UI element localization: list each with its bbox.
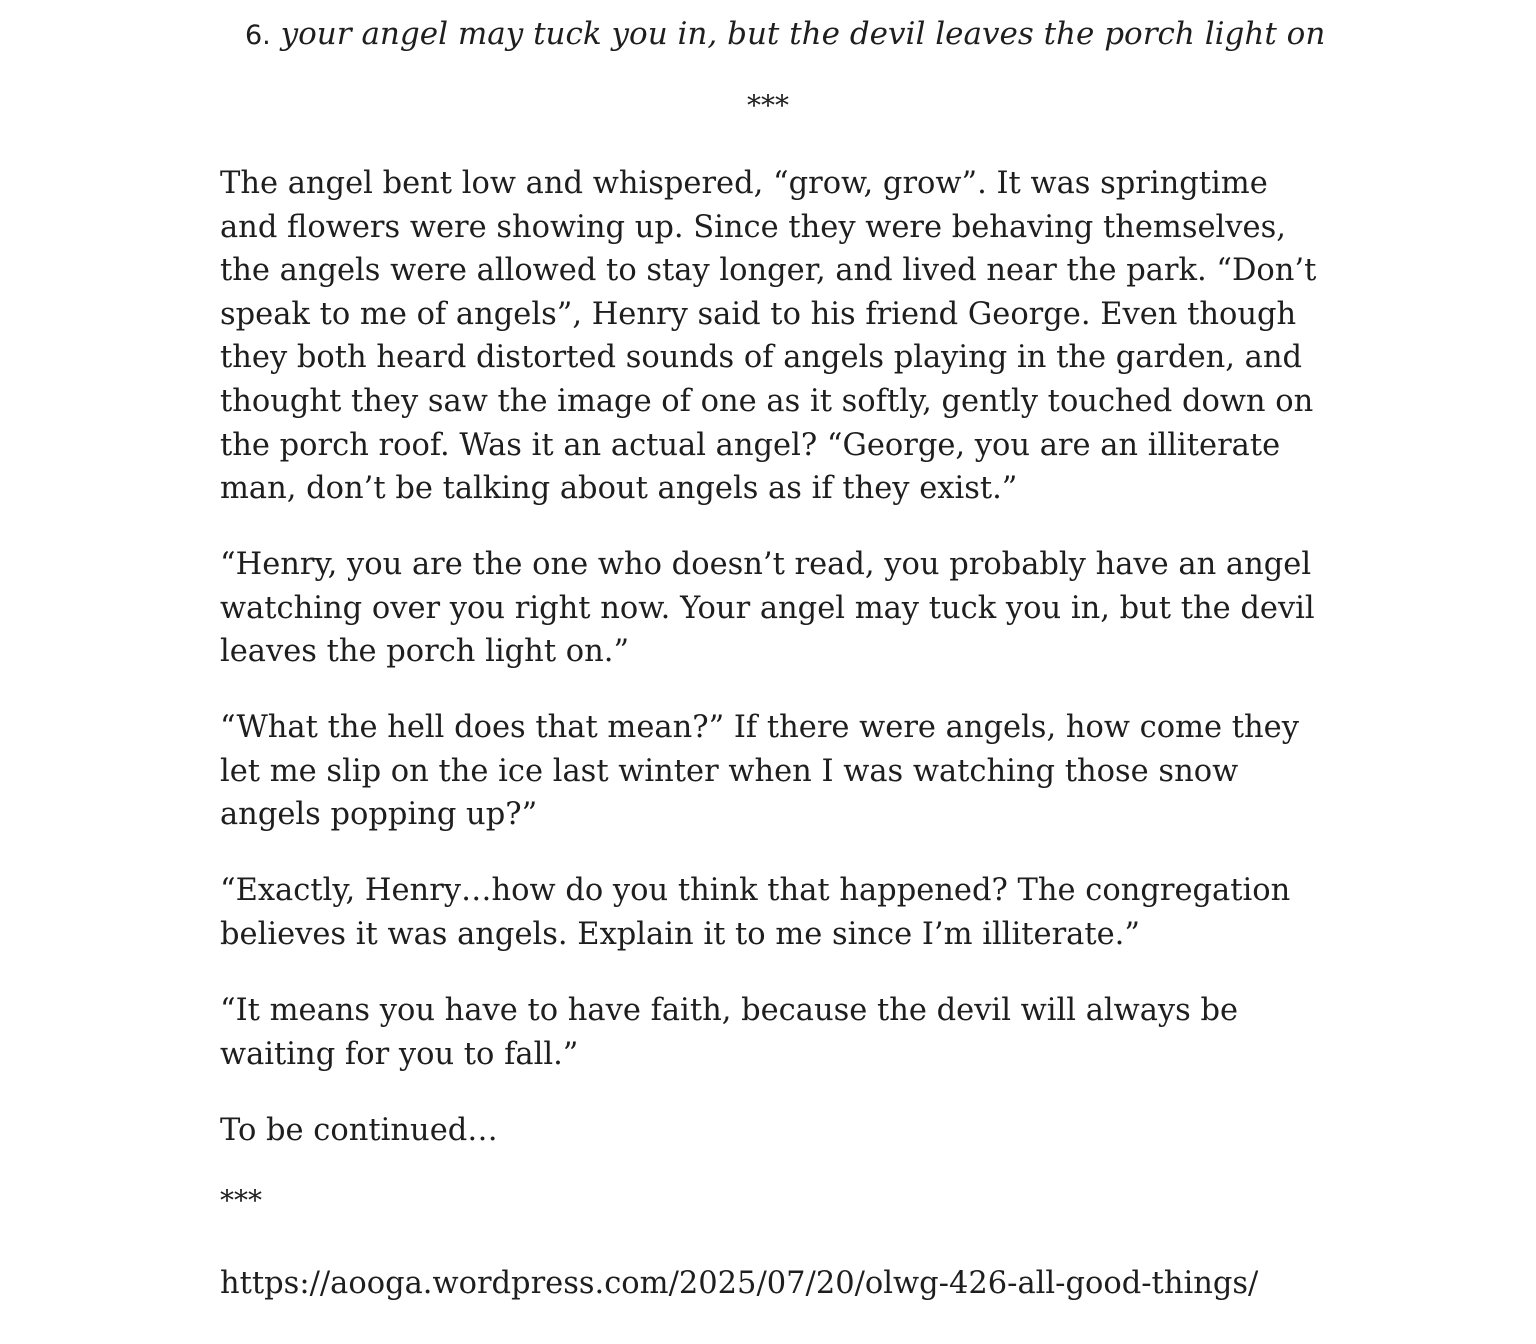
section-separator: *** bbox=[747, 89, 789, 122]
to-be-continued: To be continued… bbox=[220, 1113, 498, 1148]
story-paragraph: “What the hell does that mean?” If there were angels, how come they let me slip on the ice last winter when I was watching those snow angels popping up?” bbox=[220, 710, 1299, 833]
story-paragraph: “Henry, you are the one who doesn’t read, you probably have an angel watching over you right now. Your angel may tuck you in, but the devil leaves the porch light on.” bbox=[220, 547, 1315, 670]
story-paragraph: The angel bent low and whispered, “grow, grow”. It was springtime and flowers were showing up. Since they were behaving themselves, the angels were allowed to stay longer, and lived near the park. “Don’t speak to me of angels”, Henry said to his friend George. Even though they both heard distorted sounds of angels playing in the garden, and thought they saw the image of one as it softly, gently touched down on the porch roof. Was it an actual angel? “George, you are an illiterate man, don’t be talking about angels as if they exist.” bbox=[220, 166, 1317, 507]
story-paragraph: “Exactly, Henry…how do you think that happened? The congregation believes it was angels. Explain it to me since I’m illiterate.” bbox=[220, 873, 1291, 952]
story-paragraph: “It means you have to have faith, because the devil will always be waiting for you to fall.” bbox=[220, 993, 1239, 1072]
list-number: 6. bbox=[245, 20, 271, 51]
end-separator: *** bbox=[220, 1184, 262, 1217]
source-link[interactable]: https://aooga.wordpress.com/2025/07/20/olwg-426-all-good-things/ bbox=[220, 1266, 1259, 1301]
prompt-list-item bbox=[245, 14, 1445, 56]
prompt-text: your angel may tuck you in, but the devil leaves the porch light on bbox=[280, 16, 1326, 52]
